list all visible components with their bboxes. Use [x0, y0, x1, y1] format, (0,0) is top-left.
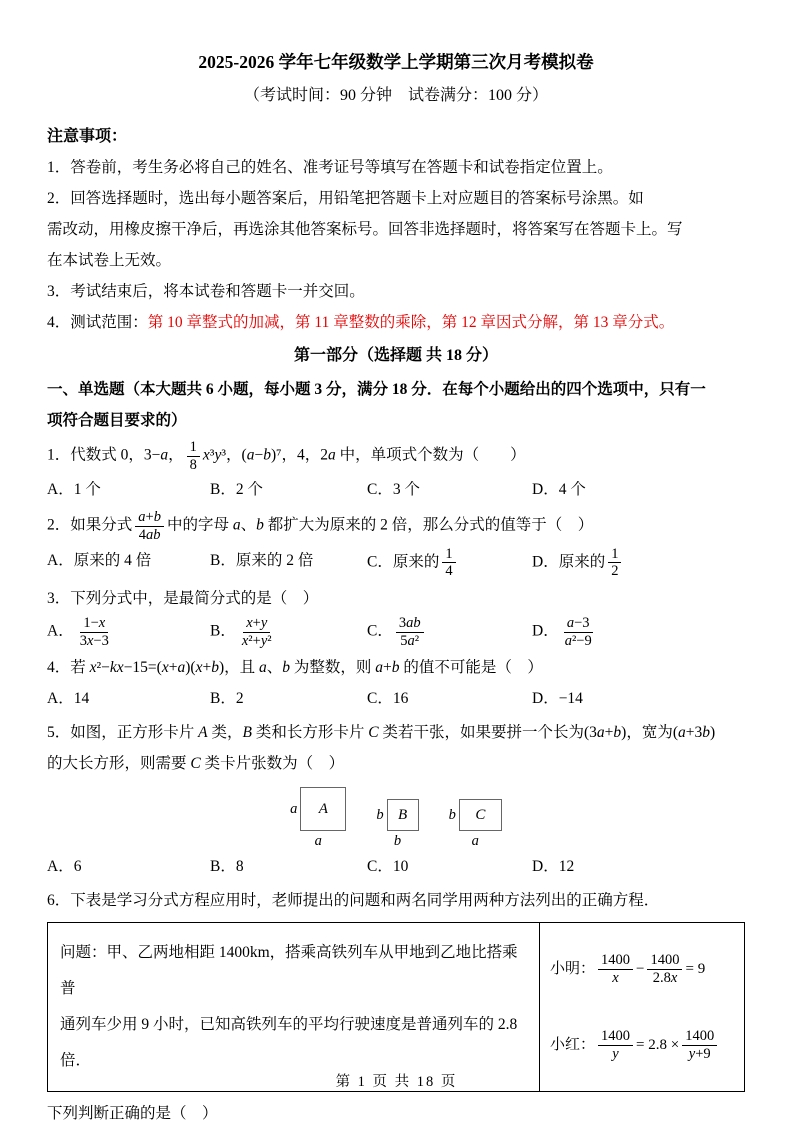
question-5-stem-line2: 的大长方形，则需要 C 类卡片张数为（ ）: [47, 755, 345, 773]
q2-option-b: B．原来的 2 倍: [210, 551, 314, 569]
notice-item-2-line2: 需改动，用橡皮擦干净后，再选涂其他答案标号。回答非选择题时，将答案写在答题卡上。写: [47, 221, 683, 238]
q6-xiaoming-equation: 小明： $\frac{1400}{x}$ − $\frac{1400}{2.8x}$ = 9: [550, 952, 706, 986]
card-C-bottom-label: a: [471, 833, 479, 850]
section-intro-line2: 项符合题目要求的）: [47, 412, 187, 429]
card-A-unit: [290, 787, 346, 849]
card-C-unit: [449, 799, 502, 849]
exam-title: 2025-2026 学年七年级数学上学期第三次月考模拟卷: [198, 52, 594, 72]
card-B-bottom-label: b: [393, 833, 402, 850]
question-5-figure: [47, 787, 745, 849]
card-A-square: [300, 787, 346, 831]
q4-option-c: C．16: [367, 690, 409, 708]
card-C-letter: C: [475, 807, 486, 824]
section-intro-line1: 一、单选题（本大题共 6 小题，每小题 3 分，满分 18 分．在每个小题给出的四个选项中，只有一: [47, 381, 706, 398]
q6-xiaohong-equation: 小红： $\frac{1400}{y}$ = 2.8 × $\frac{1400}{y+9}$: [550, 1023, 738, 1068]
card-A-side-label: a: [290, 801, 298, 818]
question-5-options: [47, 851, 745, 883]
card-C-rectangle: [459, 799, 502, 831]
question-3-options: [47, 614, 745, 650]
notice-item-4-scope: 第 10 章整式的加减，第 11 章整数的乘除，第 12 章因式分解，第 13 章分式。: [147, 314, 675, 331]
q5-option-c: C．10: [367, 858, 409, 876]
card-C-side-label: b: [448, 807, 456, 824]
q6-problem-line2: 通列车少用 9 小时，已知高铁列车的平均行驶速度是普通列车的 2.8 倍．: [60, 1016, 518, 1070]
question-6-judge-line: 下列判断正确的是（ ）: [47, 1105, 218, 1122]
notice-item-1: 1．答卷前，考生务必将自己的姓名、准考证号等填写在答题卡和试卷指定位置上。: [47, 159, 613, 176]
card-A-bottom-label: a: [314, 833, 322, 850]
card-A-letter: A: [318, 801, 328, 818]
notice-item-2-line1: 2．回答选择题时，选出每小题答案后，用铅笔把答题卡上对应题目的答案标号涂黑。如: [47, 190, 644, 207]
question-4-options: [47, 683, 745, 715]
q1-option-a: A．1 个: [47, 481, 101, 499]
q5-option-a: A．6: [47, 858, 82, 876]
q3-option-d: D． $\frac{a-3}{\text{a²−9}}$: [532, 615, 592, 649]
notice-item-3: 3．考试结束后，将本试卷和答题卡一并交回。: [47, 283, 365, 300]
q2-option-d: D．原来的 $\frac{1}{2}$: [532, 545, 745, 581]
card-B-unit: [376, 799, 418, 849]
notice-item-4-prefix: 4．测试范围：: [47, 314, 148, 331]
card-B-side-label: b: [376, 807, 384, 824]
card-C-top: [449, 799, 502, 831]
q3-option-c: C． $\frac{3ab}{\text{5a²}}$: [367, 614, 532, 650]
card-B-square: [387, 799, 419, 831]
q1-option-d: D．4 个: [532, 481, 586, 499]
card-B-top: [376, 799, 418, 831]
card-B-letter: B: [398, 807, 408, 824]
q4-option-d: D．−14: [532, 690, 583, 708]
card-A-top: [290, 787, 346, 831]
question-4-stem: 4．若 x²−kx−15=(x+a)(x+b)，且 a、b 为整数，则 a+b 的值不可能是（ ）: [47, 659, 543, 677]
question-2-stem: 2．如果分式 $\frac{a+b}{4ab}$ 中的字母 a、b 都扩大为原来的 2 倍，那么分式的值等于（ ）: [47, 509, 594, 544]
notice-item-2-line3: 在本试卷上无效。: [47, 252, 172, 269]
q3-option-a: A． $\frac{1-x}{3x-3}$: [47, 615, 109, 649]
q1-option-c: C．3 个: [367, 481, 420, 499]
q5-option-d: D．12: [532, 858, 575, 876]
question-6-stem: 6．下表是学习分式方程应用时，老师提出的问题和两名同学用两种方法列出的正确方程．: [47, 892, 660, 910]
exam-info: （考试时间：90 分钟 试卷满分：100 分）: [243, 87, 548, 104]
q3-option-b: B． $\frac{x+y}{\text{x²+y²}}$: [210, 615, 272, 649]
q2-option-c: C．原来的 $\frac{1}{4}$: [367, 545, 532, 581]
q5-option-b: B．8: [210, 858, 244, 876]
question-5-stem-line1: 5．如图，正方形卡片 A 类，B 类和长方形卡片 C 类若干张，如果要拼一个长为(3a+b)，宽为(a+3b): [47, 724, 716, 742]
notice-item-4: [47, 307, 745, 338]
notice-heading: 注意事项：: [47, 128, 128, 145]
part1-heading: 第一部分（选择题 共 18 分）: [293, 347, 498, 364]
question-1-options: [47, 474, 745, 506]
q1-option-b: B．2 个: [210, 481, 263, 499]
page-footer: 第 1 页 共 18 页: [335, 1074, 458, 1090]
question-2-options: [47, 545, 745, 581]
question-3-stem: 3．下列分式中，是最简分式的是（ ）: [47, 590, 319, 608]
q4-option-a: A．14: [47, 690, 90, 708]
q2-option-a: A．原来的 4 倍: [47, 551, 152, 569]
q4-option-b: B．2: [210, 690, 244, 708]
q6-problem-line1: 问题：甲、乙两地相距 1400km，搭乘高铁列车从甲地到乙地比搭乘普: [60, 944, 518, 998]
question-1-stem: 1．代数式 0，3−a， $\frac{1}{8}$ x³y³，(a−b)⁷，4，2a 中，单项式个数为（ ）: [47, 439, 526, 473]
